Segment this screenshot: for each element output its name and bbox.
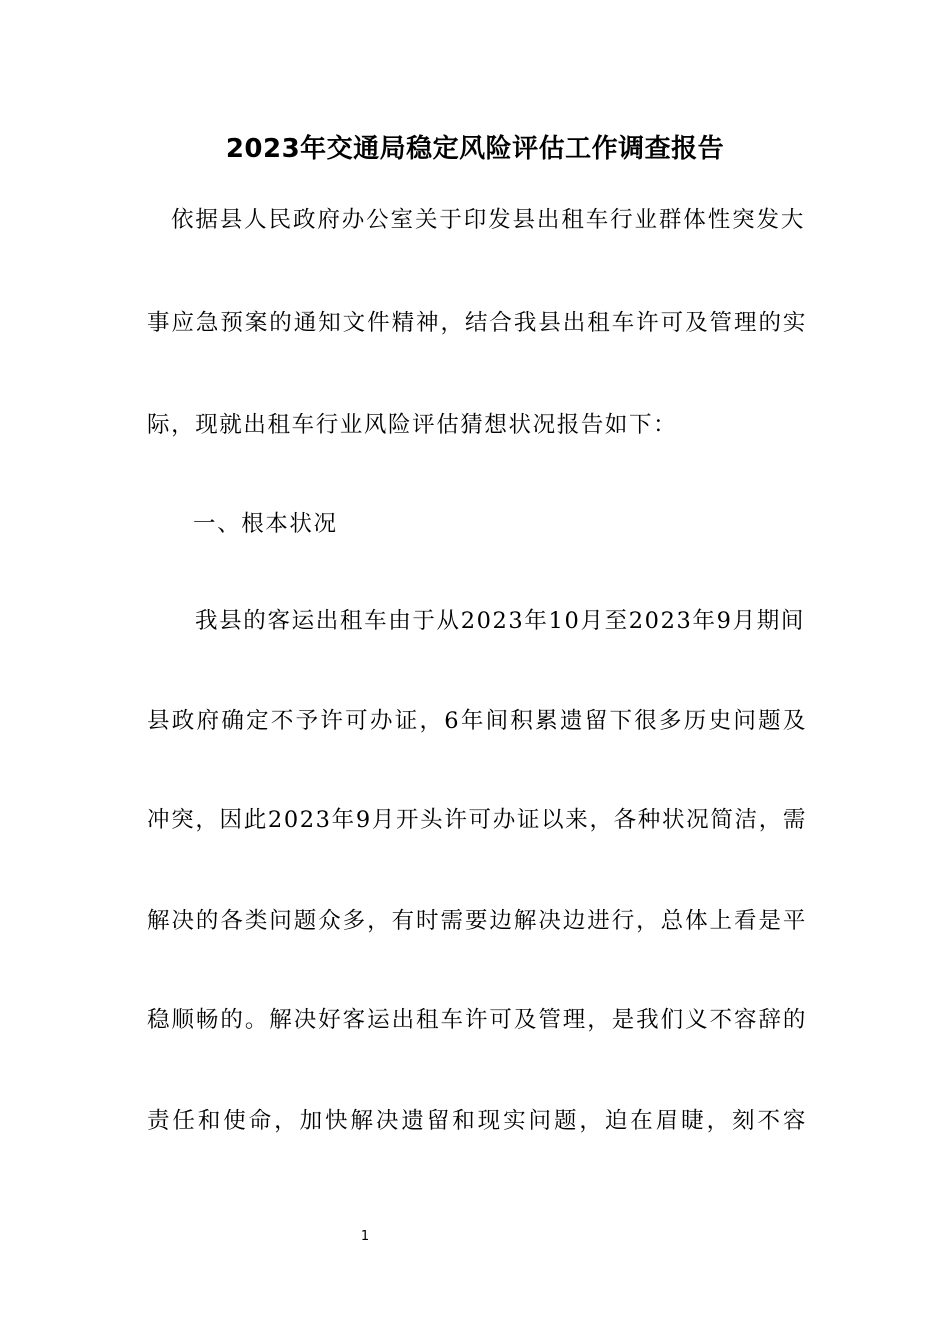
paragraph-line-6: 县政府确定不予许可办证，6年间积累遗留下很多历史问题及: [147, 708, 807, 734]
paragraph-line-10: 责任和使命，加快解决遗留和现实问题，迫在眉睫，刻不容: [147, 1108, 807, 1134]
paragraph-line-8: 解决的各类问题众多，有时需要边解决边进行，总体上看是平: [147, 908, 807, 934]
paragraph-line-2: 事应急预案的通知文件精神，结合我县出租车许可及管理的实: [147, 310, 807, 336]
section-heading-basic-situation: 一、根本状况: [193, 511, 338, 537]
page-number: 1: [360, 1229, 370, 1244]
paragraph-line-5: 我县的客运出租车由于从2023年10月至2023年9月期间: [195, 608, 805, 634]
document-title: 2023年交通局稳定风险评估工作调查报告: [225, 134, 725, 164]
paragraph-line-7: 冲突，因此2023年9月开头许可办证以来，各种状况简洁，需: [147, 807, 807, 833]
paragraph-line-3: 际，现就出租车行业风险评估猜想状况报告如下：: [147, 412, 678, 438]
paragraph-line-1: 依据县人民政府办公室关于印发县出租车行业群体性突发大: [171, 207, 805, 233]
paragraph-line-9: 稳顺畅的。解决好客运出租车许可及管理，是我们义不容辞的: [147, 1007, 807, 1033]
